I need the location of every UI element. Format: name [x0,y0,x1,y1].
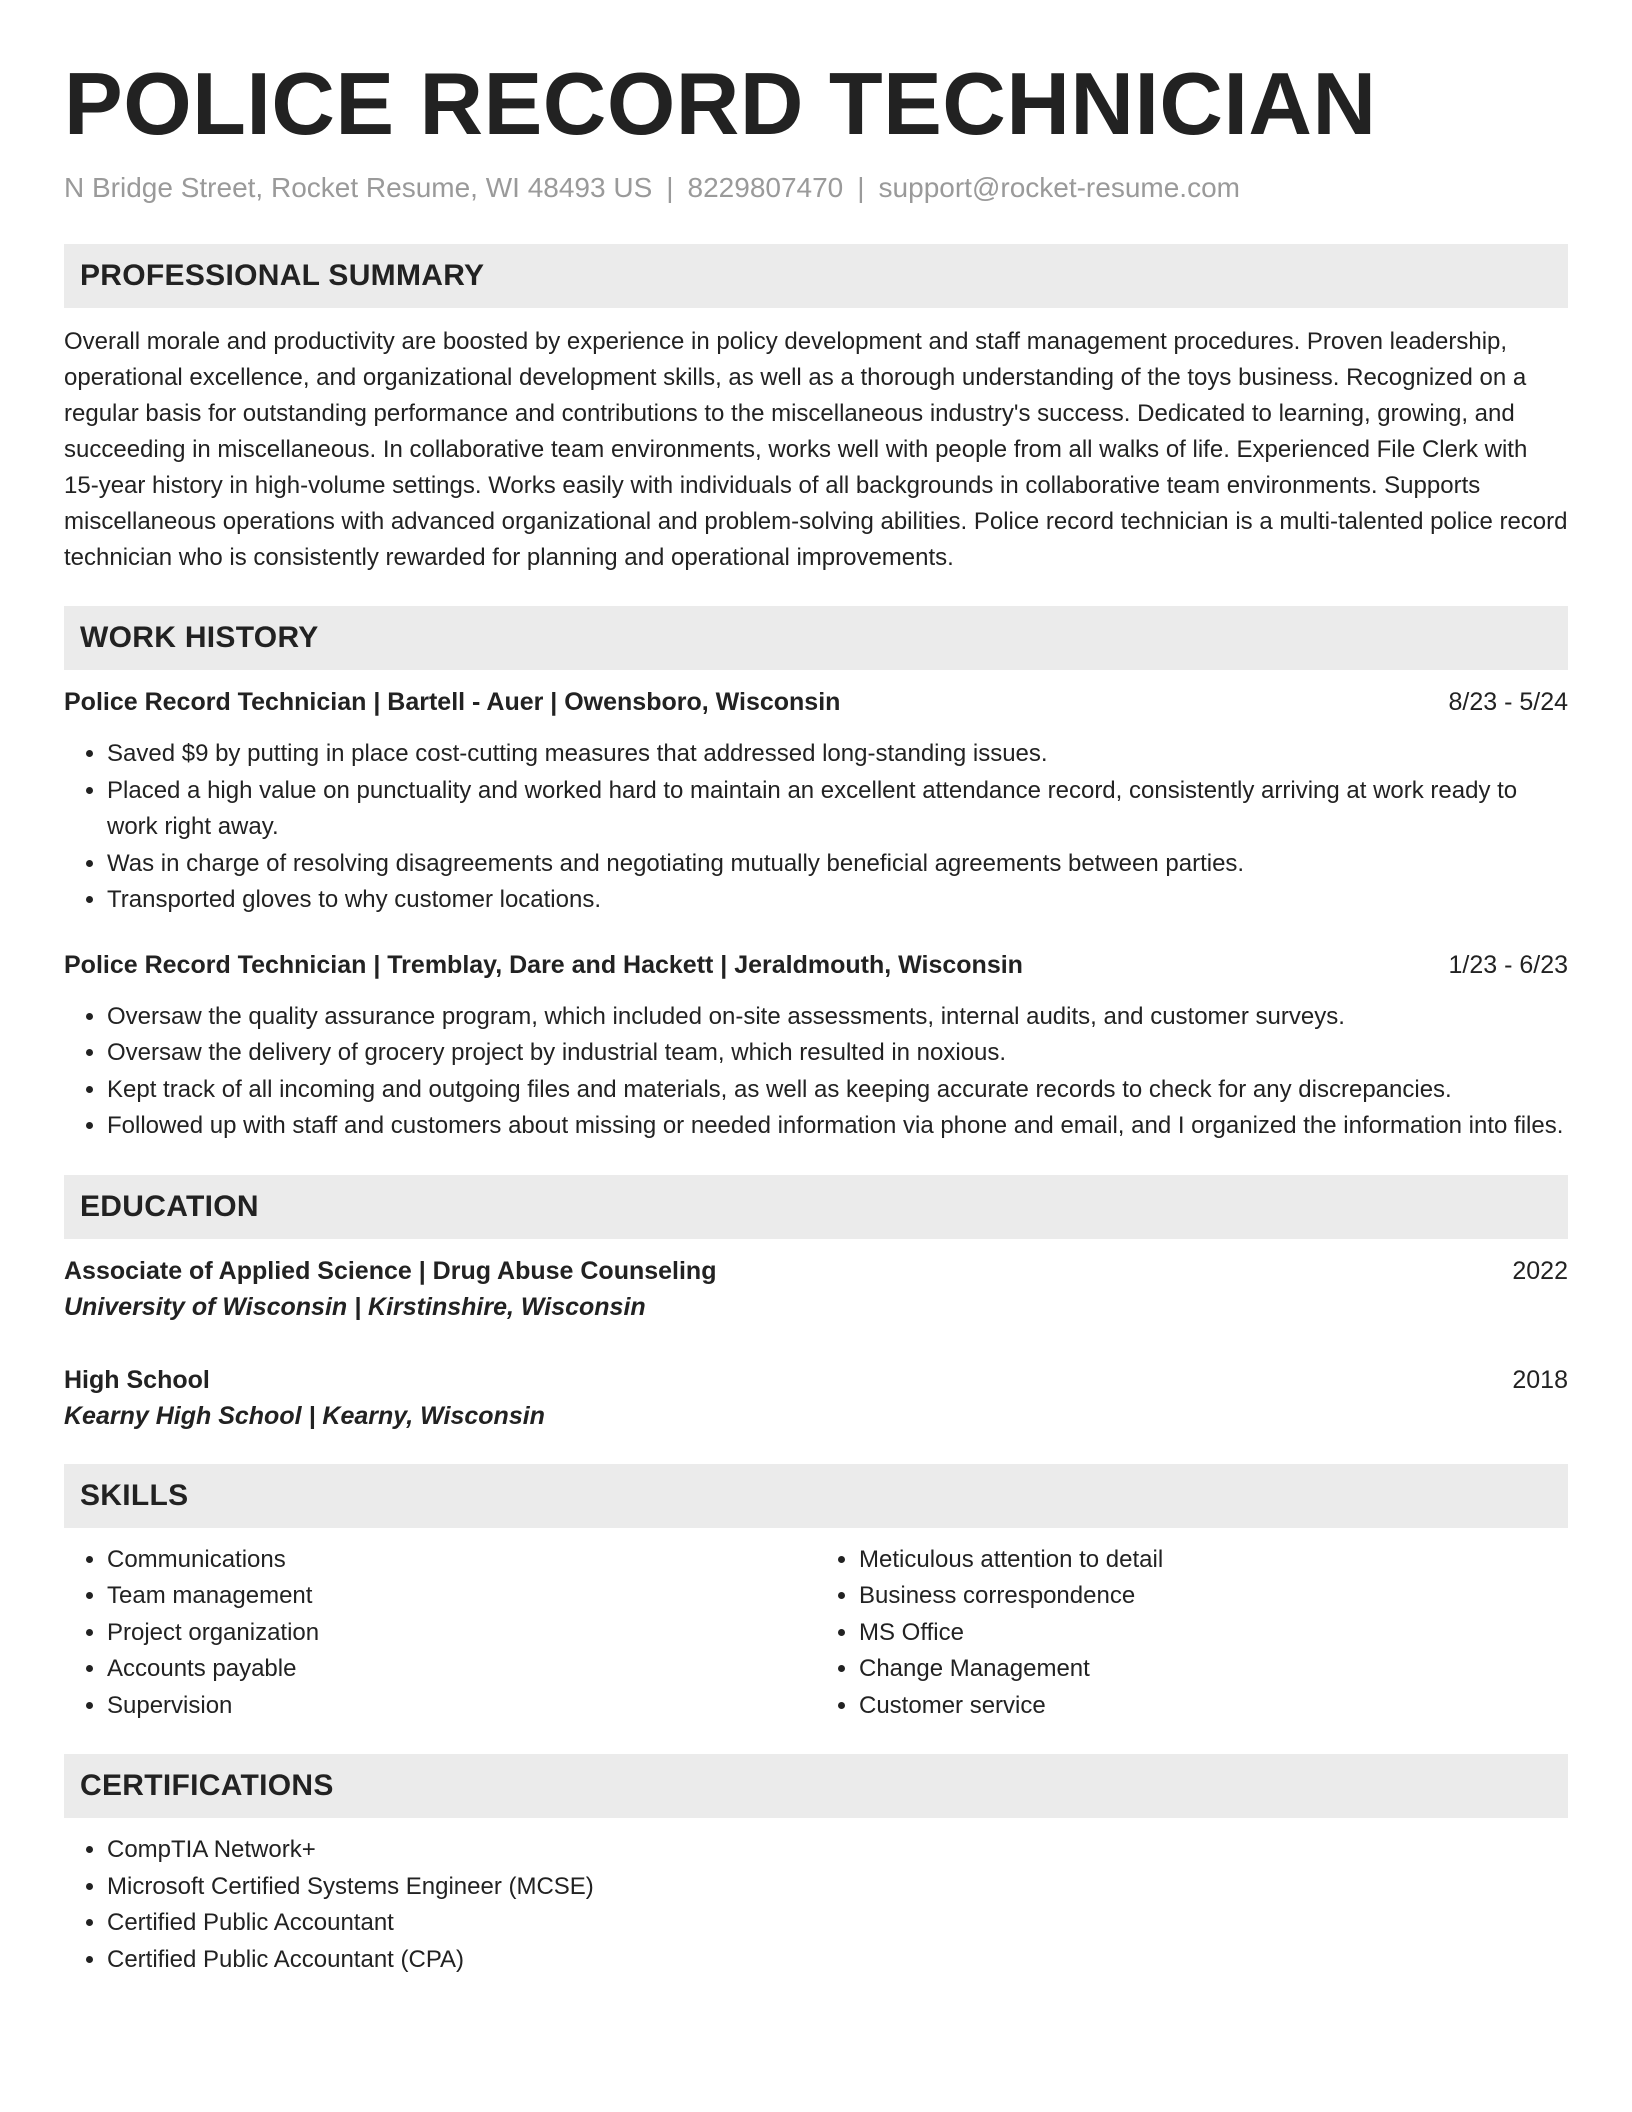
job-bullets [64,999,1568,1145]
contact-line [64,170,1568,206]
education-entry [64,1253,1568,1325]
section-heading: WORK HISTORY [64,606,1568,670]
section-heading: CERTIFICATIONS [64,1754,1568,1818]
job-bullet: • Saved $9 by putting in place cost-cutting measures that addressed long-standing issues. [107,736,1568,773]
candidate-name: POLICE RECORD TECHNICIAN [64,54,1377,153]
skill-item: • Business correspondence [859,1578,1568,1615]
skill-item: • Customer service [859,1688,1568,1725]
contact-email: support@rocket-resume.com [878,172,1240,203]
job-bullet: • Oversaw the quality assurance program, which included on-site assessments, internal audits, and customer surveys. [107,999,1568,1036]
skills-section [64,1464,1568,1725]
education-entry [64,1362,1568,1434]
certification-item: • CompTIA Network+ [107,1832,1568,1869]
skills-columns [64,1542,1568,1725]
section-heading: PROFESSIONAL SUMMARY [64,244,1568,308]
summary-text: Overall morale and productivity are boosted by experience in policy development and staff management procedures. Proven leadership, operational excellence, and organizational development skills, as well as a thorough understanding of the toys business. Recognized on a regular basis for outstanding performance and contributions to the miscellaneous industry's success. Dedicated to learning, growing, and succeeding in miscellaneous. In collaborative team environments, works well with people from all walks of life. Experienced File Clerk with 15-year history in high-volume settings. Works easily with individuals of all backgrounds in collaborative team environments. Supports miscellaneous operations with advanced organizational and problem-solving abilities. Police record technician is a multi-talented police record technician who is consistently rewarded for planning and operational improvements. [64,328,1568,571]
job-bullet: • Kept track of all incoming and outgoing files and materials, as well as keeping accurate records to check for any discrepancies. [107,1072,1568,1109]
job-header [64,947,1568,983]
job-bullet: • Oversaw the delivery of grocery project by industrial team, which resulted in noxious. [107,1035,1568,1072]
job-dates: 1/23 - 6/23 [1448,950,1568,979]
graduation-year: 2018 [1512,1365,1568,1394]
degree-title: High School [64,1365,210,1394]
skills-list [64,1542,816,1725]
skill-item: • Supervision [107,1688,816,1725]
degree-title: Associate of Applied Science | Drug Abuse Counseling [64,1256,717,1285]
job-bullet: • Placed a high value on punctuality and worked hard to maintain an excellent attendance record, consistently arriving at work ready to work right away. [107,773,1568,846]
skill-item: • Project organization [107,1615,816,1652]
education-section [64,1175,1568,1434]
skill-item: • Accounts payable [107,1651,816,1688]
job-bullet: • Followed up with staff and customers about missing or needed information via phone and email, and I organized the information into files. [107,1108,1568,1145]
skill-item: • Change Management [859,1651,1568,1688]
skill-item: • MS Office [859,1615,1568,1652]
contact-separator: | [666,172,674,203]
work-history-section [64,606,1568,1145]
school-name: Kearny High School | Kearny, Wisconsin [64,1401,545,1430]
job-entry [64,684,1568,919]
contact-address: N Bridge Street, Rocket Resume, WI 48493 US [64,172,653,203]
job-bullet: • Transported gloves to why customer locations. [107,882,1568,919]
certification-item: • Certified Public Accountant [107,1905,1568,1942]
job-title: Police Record Technician | Tremblay, Dare and Hackett | Jeraldmouth, Wisconsin [64,950,1023,979]
skill-item: • Communications [107,1542,816,1579]
certifications-section [64,1754,1568,1978]
skill-item: • Team management [107,1578,816,1615]
section-heading: SKILLS [64,1464,1568,1528]
education-header [64,1253,1568,1289]
skills-column-left [64,1542,816,1725]
skills-list [816,1542,1568,1725]
job-title: Police Record Technician | Bartell - Auer | Owensboro, Wisconsin [64,688,841,716]
school-name: University of Wisconsin | Kirstinshire, Wisconsin [64,1292,646,1321]
job-header [64,684,1568,720]
certification-item: • Certified Public Accountant (CPA) [107,1942,1568,1979]
section-heading: EDUCATION [64,1175,1568,1239]
job-dates: 8/23 - 5/24 [1448,688,1568,716]
skill-item: • Meticulous attention to detail [859,1542,1568,1579]
job-bullet: • Was in charge of resolving disagreements and negotiating mutually beneficial agreements between parties. [107,846,1568,883]
contact-phone: 8229807470 [687,172,844,203]
summary-section [64,244,1568,576]
graduation-year: 2022 [1512,1256,1568,1285]
contact-separator: | [857,172,865,203]
job-bullets [64,736,1568,919]
skills-column-right [816,1542,1568,1725]
certification-item: • Microsoft Certified Systems Engineer (MCSE) [107,1869,1568,1906]
education-header [64,1362,1568,1398]
certifications-list [64,1832,1568,1978]
job-entry [64,947,1568,1145]
